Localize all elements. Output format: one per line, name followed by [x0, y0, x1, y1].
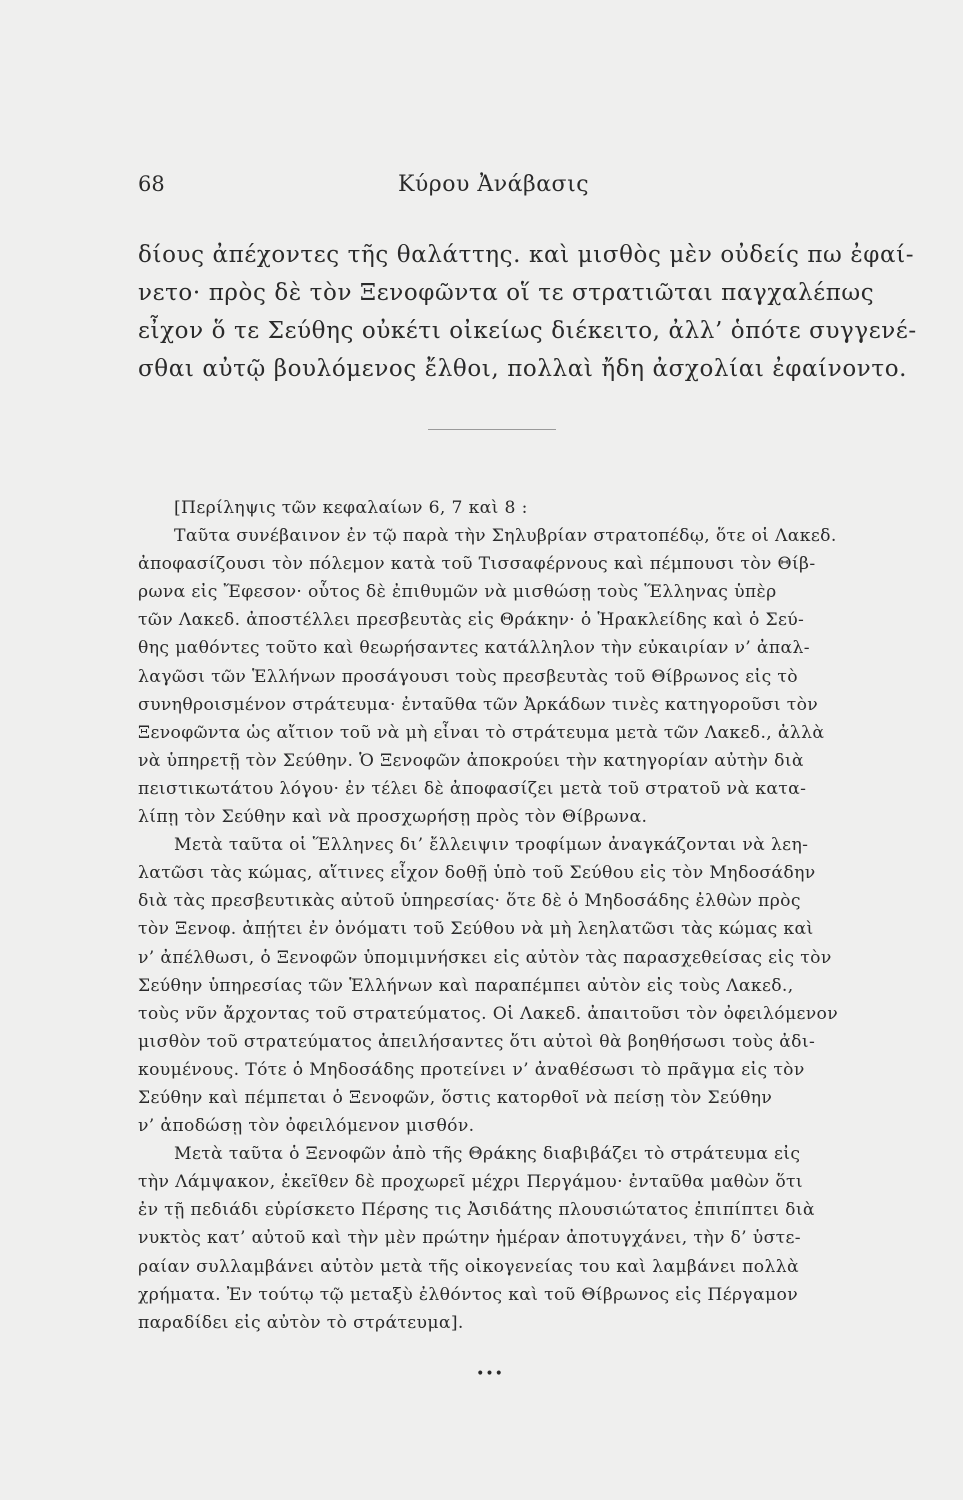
summary-line: ρωνα εἰς Ἔφεσον· οὗτος δὲ ἐπιθυμῶν νὰ μισθώσῃ τοὺς Ἕλληνας ὑπὲρ: [138, 582, 777, 603]
summary-line: ν’ ἀποδώσῃ τὸν ὀφειλόμενον μισθόν.: [138, 1116, 475, 1137]
summary-line: Ξενοφῶντα ὡς αἴτιον τοῦ νὰ μὴ εἶναι τὸ στράτευμα μετὰ τῶν Λακεδ., ἀλλὰ: [138, 722, 825, 743]
summary-line: παραδίδει εἰς αὐτὸν τὸ στράτευμα].: [138, 1312, 464, 1333]
end-ornament: •••: [476, 1366, 504, 1382]
main-text-line: εἶχον ὅ τε Σεύθης οὐκέτι οἰκείως διέκειτο, ἀλλ’ ὁπότε συγγενέ-: [138, 318, 917, 344]
summary-line: διὰ τὰς πρεσβευτικὰς αὐτοῦ ὑπηρεσίας· ὅτε δὲ ὁ Μηδοσάδης ἐλθὼν πρὸς: [138, 891, 801, 912]
summary-line: τοὺς νῦν ἄρχοντας τοῦ στρατεύματος. Οἱ Λακεδ. ἀπαιτοῦσι τὸν ὀφειλόμενον: [138, 1003, 839, 1024]
summary-line: μισθὸν τοῦ στρατεύματος ἀπειλήσαντες ὅτι αὐτοὶ θὰ βοηθήσωσι τοὺς ἀδι-: [138, 1031, 816, 1052]
summary-line: Σεύθην καὶ πέμπεται ὁ Ξενοφῶν, ὅστις κατορθοῖ νὰ πείσῃ τὸν Σεύθην: [138, 1087, 773, 1108]
summary-line: πειστικωτάτου λόγου· ἐν τέλει δὲ ἀποφασίζει μετὰ τοῦ στρατοῦ νὰ κατα-: [138, 778, 807, 799]
summary-line: θης μαθόντες τοῦτο καὶ θεωρήσαντες κατάλληλον τὴν εὐκαιρίαν ν’ ἀπαλ-: [138, 638, 810, 659]
summary-line: Μετὰ ταῦτα οἱ Ἕλληνες δι’ ἔλλειψιν τροφίμων ἀναγκάζονται νὰ λεη-: [174, 835, 809, 856]
summary-line: ραίαν συλλαμβάνει αὐτὸν μετὰ τῆς οἰκογενείας του καὶ λαμβάνει πολλὰ: [138, 1256, 799, 1277]
main-text-line: σθαι αὐτῷ βουλόμενος ἔλθοι, πολλαὶ ἤδη ἀσχολίαι ἐφαίνοντο.: [138, 356, 908, 382]
running-title: Κύρου Ἀνάβασις: [398, 172, 590, 197]
summary-line: κουμένους. Τότε ὁ Μηδοσάδης προτείνει ν’ ἀναθέσωσι τὸ πρᾶγμα εἰς τὸν: [138, 1059, 805, 1080]
main-text-line: νετο· πρὸς δὲ τὸν Ξενοφῶντα οἵ τε στρατιῶται παγχαλέπως: [138, 280, 875, 306]
summary-line: νὰ ὑπηρετῇ τὸν Σεύθην. Ὁ Ξενοφῶν ἀποκρούει τὴν κατηγορίαν αὐτὴν διὰ: [138, 750, 804, 771]
summary-line: συνηθροισμένον στράτευμα· ἐνταῦθα τῶν Ἀρκάδων τινὲς κατηγοροῦσι τὸν: [138, 694, 819, 715]
summary-line: ἐν τῇ πεδιάδι εὑρίσκετο Πέρσης τις Ἀσιδάτης πλουσιώτατος ἐπιπίπτει διὰ: [138, 1200, 815, 1221]
section-divider: [428, 429, 556, 430]
summary-line: λίπῃ τὸν Σεύθην καὶ νὰ προσχωρήσῃ πρὸς τὸν Θίβρωνα.: [138, 807, 648, 828]
chapter-summary: [138, 494, 838, 1337]
summary-line: Ταῦτα συνέβαινον ἐν τῷ παρὰ τὴν Σηλυβρίαν στρατοπέδῳ, ὅτε οἱ Λακεδ.: [174, 526, 837, 547]
summary-line: Μετὰ ταῦτα ὁ Ξενοφῶν ἀπὸ τῆς Θράκης διαβιβάζει τὸ στράτευμα εἰς: [174, 1144, 801, 1165]
summary-line: τῶν Λακεδ. ἀποστέλλει πρεσβευτὰς εἰς Θράκην· ὁ Ἡρακλείδης καὶ ὁ Σεύ-: [138, 610, 805, 631]
summary-line: λατῶσι τὰς κώμας, αἵτινες εἶχον δοθῇ ὑπὸ τοῦ Σεύθου εἰς τὸν Μηδοσάδην: [138, 863, 816, 884]
summary-line: ν’ ἀπέλθωσι, ὁ Ξενοφῶν ὑπομιμνήσκει εἰς αὐτὸν τὰς παρασχεθείσας εἰς τὸν: [138, 947, 832, 968]
page-header: [138, 172, 838, 202]
summary-line: χρήματα. Ἐν τούτῳ τῷ μεταξὺ ἐλθόντος καὶ τοῦ Θίβρωνος εἰς Πέργαμον: [138, 1284, 799, 1305]
summary-line: ἀποφασίζουσι τὸν πόλεμον κατὰ τοῦ Τισσαφέρνους καὶ πέμπουσι τὸν Θίβ-: [138, 554, 816, 575]
summary-line: λαγῶσι τῶν Ἑλλήνων προσάγουσι τοὺς πρεσβευτὰς τοῦ Θίβρωνος εἰς τὸ: [138, 666, 798, 687]
summary-heading: [Περίληψις τῶν κεφαλαίων 6, 7 καὶ 8 :: [174, 498, 528, 518]
summary-line: Σεύθην ὑπηρεσίας τῶν Ἑλλήνων καὶ παραπέμπει αὐτὸν εἰς τοὺς Λακεδ.,: [138, 975, 794, 996]
summary-line: τὸν Ξενοφ. ἀπῄτει ἐν ὀνόματι τοῦ Σεύθου νὰ μὴ λεηλατῶσι τὰς κώμας καὶ: [138, 919, 814, 940]
summary-line: νυκτὸς κατ’ αὐτοῦ καὶ τὴν μὲν πρώτην ἡμέραν ἀποτυγχάνει, τὴν δ’ ὑστε-: [138, 1228, 801, 1249]
page-number: 68: [138, 172, 165, 196]
summary-line: τὴν Λάμψακον, ἐκεῖθεν δὲ προχωρεῖ μέχρι Περγάμου· ἐνταῦθα μαθὼν ὅτι: [138, 1172, 803, 1193]
main-text-block: [138, 236, 917, 388]
main-text-line: δίους ἀπέχοντες τῆς θαλάττης. καὶ μισθὸς μὲν οὐδείς πω ἐφαί-: [138, 242, 915, 268]
